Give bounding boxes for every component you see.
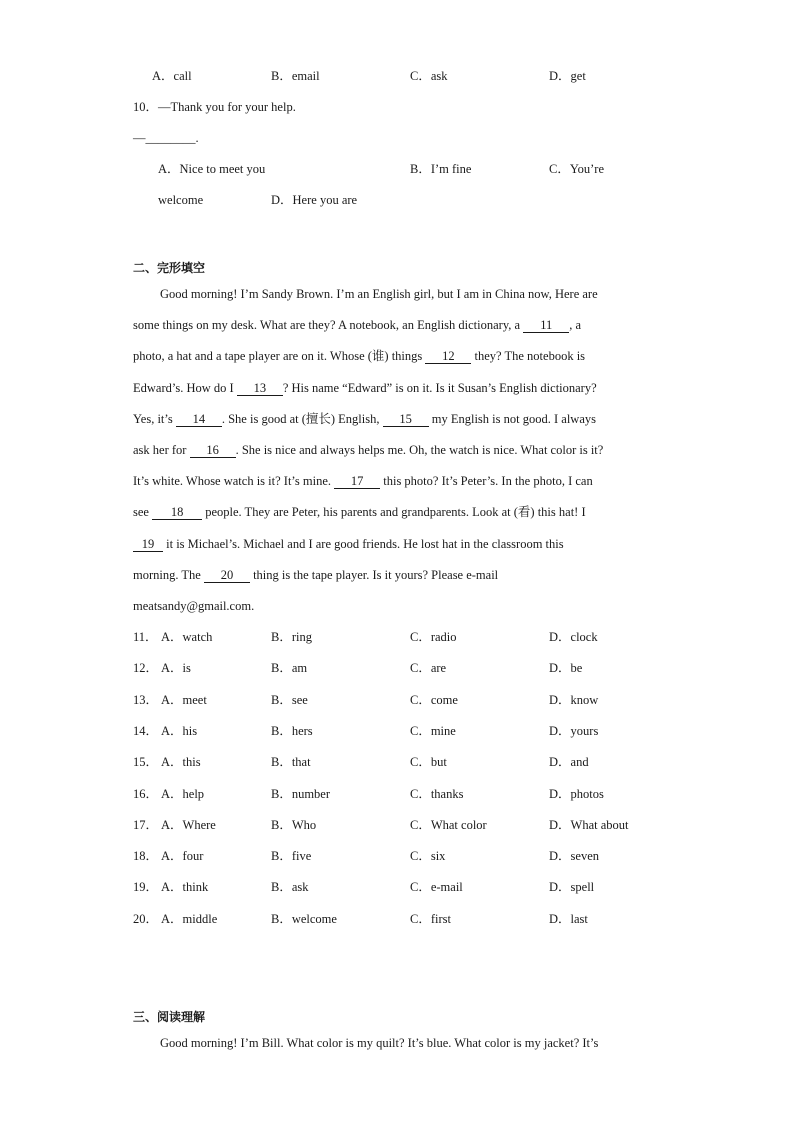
question-option-a: A．his [161,723,198,738]
period: . [195,131,199,145]
question-option-d: D．know [549,692,599,707]
q9-option-a: A．call [152,69,192,83]
q10-option-c: C．You’re [549,162,604,176]
text: it is Michael’s. Michael and I are good friends. He lost hat in the classroom this [163,537,564,551]
question-option-d: D．yours [549,723,599,738]
question-option-c: C．but [410,755,447,770]
question-option-d: D．be [549,661,583,676]
question-option-a: A．is [161,661,191,676]
blank-15: 15 [383,412,429,427]
question-option-b: B．hers [271,723,313,738]
question-option-b: B．see [271,692,308,707]
text: photo, a hat and a tape player are on it. Whose (谁) things [133,349,426,363]
text: my English is not good. I always [428,412,596,426]
q10-option-b: B．I’m fine [410,162,472,176]
question-option-c: C．six [410,849,446,864]
question-number: 20． [133,911,159,926]
blank-18: 18 [152,505,202,520]
dash: — [133,131,146,145]
question-option-d: D．photos [549,786,604,801]
question-number: 18． [133,849,159,864]
question-option-d: D．last [549,911,588,926]
text: this photo? It’s Peter’s. In the photo, I can [380,474,593,488]
cloze-line-4 [133,380,661,396]
text: they? The notebook is [471,349,586,363]
question-option-b: B．that [271,755,311,770]
question-option-c: C．thanks [410,786,464,801]
question-option-a: A．think [161,880,209,895]
text: . She is good at (擅长) English, [221,412,383,426]
question-number: 11． [133,630,158,644]
cloze-line-1 [133,286,661,302]
blank-17: 17 [334,474,380,489]
cloze-line-10 [133,567,661,583]
question-option-c: C．first [410,911,451,926]
section-heading-reading: 三、阅读理解 [133,1010,206,1024]
question-option-c: C．e-mail [410,880,463,895]
text: Edward’s. How do I [133,381,237,395]
q10-answer-line [133,130,199,146]
question-option-a: A．this [161,755,201,770]
question-option-a: A．help [161,786,205,801]
question-option-d: D．clock [549,630,598,644]
question-option-a: A．Where [161,817,216,832]
q10-stem: 10．—Thank you for your help. [133,100,296,114]
text: people. They are Peter, his parents and grandparents. Look at (看) this hat! I [202,505,586,519]
question-option-c: C．What color [410,817,487,832]
question-option-c: C．are [410,661,447,676]
question-option-d: D．seven [549,849,599,864]
question-number: 16． [133,786,159,801]
cloze-line-3 [133,348,661,364]
q10-option-a: A．Nice to meet you [158,162,266,176]
question-option-b: B．five [271,849,312,864]
blank-20: 20 [204,568,250,583]
section-heading-cloze: 二、完形填空 [133,261,206,275]
q9-option-b: B．email [271,69,320,83]
question-option-a: A．watch [161,630,213,644]
text: It’s white. Whose watch is it? It’s mine. [133,474,335,488]
question-number: 12． [133,661,159,676]
cloze-line-6 [133,442,661,458]
text: , a [569,318,582,332]
question-number: 17． [133,817,159,832]
cloze-line-7 [133,473,661,489]
q9-option-c: C．ask [410,69,448,83]
question-option-b: B．number [271,786,331,801]
question-option-d: D．spell [549,880,595,895]
text: some things on my desk. What are they? A notebook, an English dictionary, a [133,318,524,332]
question-option-c: C．radio [410,630,457,644]
text: thing is the tape player. Is it yours? Please e-mail [249,568,499,582]
question-option-b: B．ring [271,630,312,644]
question-option-c: C．come [410,692,458,707]
cloze-line-8 [133,504,661,520]
question-number: 19． [133,880,159,895]
question-number: 14． [133,723,159,738]
cloze-line-2 [133,317,661,333]
blank-19: 19 [133,537,163,552]
text: Yes, it’s [133,412,176,426]
blank-12: 12 [425,349,471,364]
q10-option-c-cont: welcome [158,193,204,207]
text: Good morning! I’m Bill. What color is my quilt? It’s blue. What color is my jacket? It’s [160,1036,599,1050]
text: see [133,505,153,519]
question-option-d: D．and [549,755,589,770]
question-option-b: B．am [271,661,308,676]
blank-16: 16 [190,443,236,458]
blank-11: 11 [523,318,569,333]
question-option-a: A．middle [161,911,218,926]
cloze-line-5 [133,411,661,427]
cloze-line-9 [133,536,661,552]
question-option-b: B．ask [271,880,309,895]
email-address: meatsandy@gmail.com. [133,599,255,613]
text: ask her for [133,443,190,457]
question-option-a: A．four [161,849,204,864]
question-number: 13． [133,692,159,707]
cloze-line-11 [133,598,661,614]
reading-line-1 [133,1035,661,1051]
text: ? His name “Edward” is on it. Is it Susan’s English dictionary? [282,381,597,395]
text: . She is nice and always helps me. Oh, the watch is nice. What color is it? [235,443,604,457]
question-option-b: B．welcome [271,911,337,926]
blank-13: 13 [237,381,283,396]
question-number: 15． [133,755,159,770]
question-option-a: A．meet [161,692,207,707]
q10-option-d: D．Here you are [271,193,358,207]
text: morning. The [133,568,204,582]
q9-option-d: D．get [549,69,586,83]
text: Good morning! I’m Sandy Brown. I’m an English girl, but I am in China now, Here are [160,287,598,301]
question-option-d: D．What about [549,817,629,832]
answer-blank: ________ [145,131,196,145]
blank-14: 14 [176,412,222,427]
question-option-c: C．mine [410,723,456,738]
question-option-b: B．Who [271,817,317,832]
